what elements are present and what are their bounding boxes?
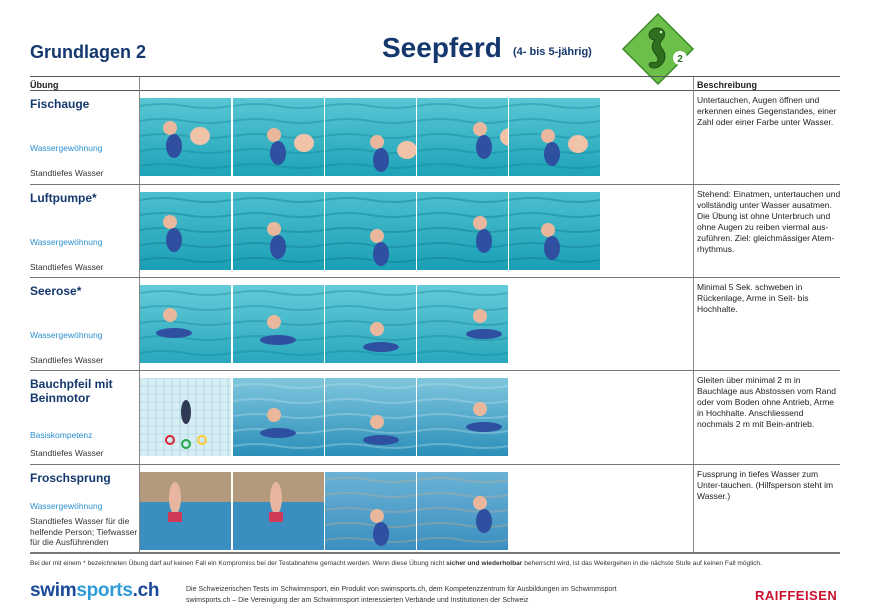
exercise-description-fischauge: Untertauchen, Augen öffnen und erkennen eines Gegenstandes, einer Zahl oder einer Farbe unter Wasser.: [697, 95, 837, 127]
imprint-line-2: swimsports.ch – Die Vereinigung der am Schwimmsport interessierten Verbände und Institutionen der Schweiz: [186, 597, 529, 604]
exercise-depth-fischauge: Standtiefes Wasser: [30, 168, 104, 178]
photo-luftpumpe-2: [233, 192, 324, 270]
swimsports-logo: [30, 580, 159, 602]
exercise-description-froschsprung: Fussprung in tiefes Wasser zum Unter-tauchen. (Hilfsperson steht im Wasser.): [697, 469, 834, 501]
footnote-text-2: beherrscht wird, ist das Weitergehen in die nächste Stufe auf keinen Fall möglich.: [522, 560, 762, 567]
column-header-exercise: Übung: [30, 80, 59, 90]
exercise-category-luftpumpe: Wassergewöhnung: [30, 237, 103, 247]
exercise-category-seerose: Wassergewöhnung: [30, 330, 103, 340]
photo-froschsprung-1: [140, 472, 231, 550]
exercise-description-seerose: Minimal 5 Sek. schweben in Rückenlage, Arme in Seit- bis Hochhalte.: [697, 282, 809, 314]
photo-luftpumpe-3: [325, 192, 416, 270]
seahorse-badge-icon: [621, 12, 695, 86]
exercise-name-seerose: Seerose*: [30, 284, 82, 298]
photo-luftpumpe-1: [140, 192, 231, 270]
column-divider-right: [693, 77, 694, 553]
footnote: [30, 560, 840, 567]
page-title: Seepferd: [382, 32, 502, 63]
photo-fischauge-5: [509, 98, 600, 176]
exercise-description-bauchpfeil: Gleiten über minimal 2 m in Bauchlage aus Abstossen vom Rand oder vom Boden ohne Antrieb, Arme in Hochhalte. Anschliessend nochmals 2 m mit Bein-antrieb.: [697, 375, 836, 429]
photo-froschsprung-4: [417, 472, 508, 550]
exercise-depth-froschsprung: Standtiefes Wasser für die helfende Person; Tiefwasser für die Ausführenden: [30, 516, 138, 547]
sponsor-logo: RAIFFEISEN: [755, 588, 838, 603]
exercise-category-bauchpfeil: Basiskompetenz: [30, 430, 93, 440]
row-separator: [30, 464, 840, 465]
photo-froschsprung-2: [233, 472, 324, 550]
photo-seerose-1: [140, 285, 231, 363]
photo-fischauge-4: [417, 98, 508, 176]
exercise-category-fischauge: Wassergewöhnung: [30, 143, 103, 153]
table-bottom-rule: [30, 553, 840, 554]
page-subtitle: Grundlagen 2: [30, 42, 147, 62]
exercise-depth-luftpumpe: Standtiefes Wasser: [30, 262, 104, 272]
photo-fischauge-1: [140, 98, 231, 176]
photo-bauchpfeil-2: [233, 378, 324, 456]
photo-froschsprung-3: [325, 472, 416, 550]
header-rule-bottom: [30, 90, 840, 91]
logo-tld: .ch: [132, 580, 160, 601]
exercise-depth-seerose: Standtiefes Wasser: [30, 355, 104, 365]
column-header-description: Beschreibung: [697, 80, 758, 90]
photo-seerose-2: [233, 285, 324, 363]
photo-luftpumpe-4: [417, 192, 508, 270]
age-range: (4- bis 5-jährig): [513, 46, 592, 58]
header-rule-top: [30, 76, 840, 77]
photo-fischauge-2: [233, 98, 324, 176]
imprint: [186, 584, 617, 606]
photo-seerose-4: [417, 285, 508, 363]
photo-bauchpfeil-1: [140, 378, 231, 456]
logo-sports: sports: [76, 580, 133, 601]
footnote-text-1: Bei der mit einem * bezeichneten Übung darf auf keinen Fall ein Kompromiss bei der Testabnahme gemacht werden. Wenn diese Übung nicht: [30, 560, 447, 567]
exercise-name-froschsprung: Froschsprung: [30, 471, 111, 485]
photo-seerose-3: [325, 285, 416, 363]
exercise-description-luftpumpe: Stehend: Einatmen, untertauchen und vollständig unter Wasser ausatmen. Die Übung ist ohne Unterbruch und ohne Augen zu reiben viermal aus-zuführen. Ziel: gleichmässiger Atem-rhythmus.: [697, 189, 841, 254]
exercise-name-bauchpfeil: Bauchpfeil mit Beinmotor: [30, 377, 113, 405]
logo-swim: swim: [30, 580, 77, 601]
photo-luftpumpe-5: [509, 192, 600, 270]
exercise-category-froschsprung: Wassergewöhnung: [30, 501, 103, 511]
exercise-name-fischauge: Fischauge: [30, 97, 90, 111]
exercise-depth-bauchpfeil: Standtiefes Wasser: [30, 448, 104, 458]
row-separator: [30, 184, 840, 185]
photo-bauchpfeil-4: [417, 378, 508, 456]
row-separator: [30, 277, 840, 278]
badge-number: 2: [677, 54, 683, 65]
photo-fischauge-3: [325, 98, 416, 176]
imprint-line-1: Die Schweizerischen Tests im Schwimmsport, ein Produkt von swimsports.ch, dem Kompetenzzentrum für Ausbildungen im Schwimmsport: [186, 586, 617, 593]
row-separator: [30, 370, 840, 371]
exercise-name-luftpumpe: Luftpumpe*: [30, 191, 97, 205]
footnote-emphasis: sicher und wiederholbar: [446, 560, 523, 567]
photo-bauchpfeil-3: [325, 378, 416, 456]
